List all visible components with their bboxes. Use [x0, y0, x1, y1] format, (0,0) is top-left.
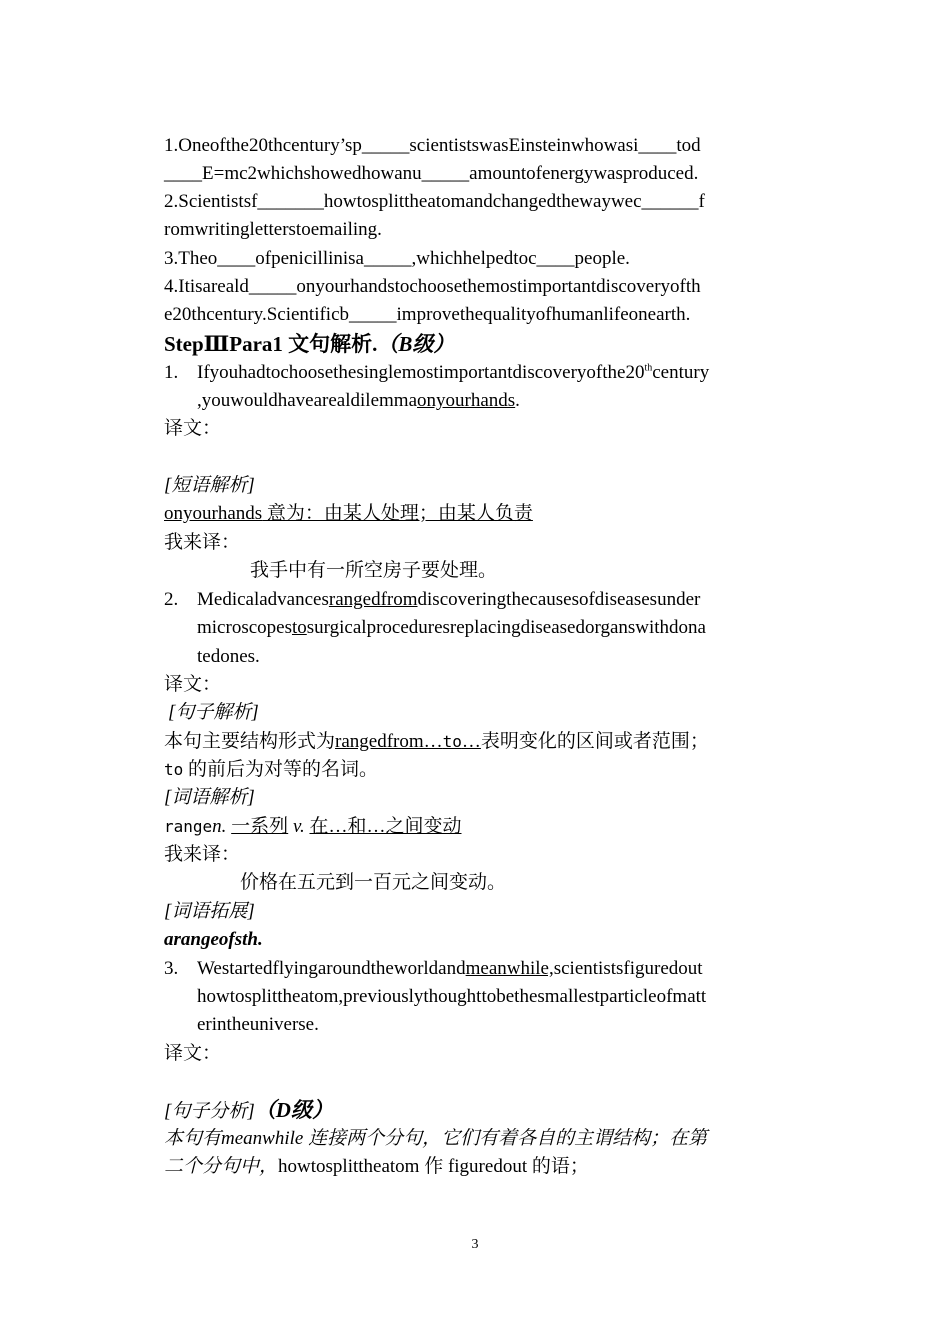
item-3-text-b: scientistsfiguredout — [553, 958, 703, 979]
item-2-analysis-structure-c: … — [461, 731, 481, 752]
item-2-text-c: microscopes — [197, 617, 292, 638]
item-3-analysis-line-1: 本句有meanwhile 连接两个分句，它们有着各自的主谓结构；在第 — [164, 1128, 708, 1149]
item-3-number: 3. — [164, 958, 179, 979]
item-3-analysis-text-b: howtosplittheatom 作 figuredout 的语； — [278, 1156, 589, 1177]
item-3-underlined: meanwhile, — [465, 958, 554, 979]
item-3-text-a: Westartedflyingaroundtheworldand — [197, 958, 466, 979]
exercise-2-line-1: 2.Scientistsf_______howtosplittheatomandchangedthewaywec______f — [164, 191, 705, 212]
item-3-analysis-level: （D级） — [254, 1098, 333, 1122]
item-2-analysis-structure-a: rangedfrom… — [335, 731, 443, 752]
item-1-phrase-en: onyourhands — [164, 503, 263, 524]
item-3-translation-label: 译文： — [164, 1043, 222, 1064]
item-3-analysis-text-a: 二个分句中， — [164, 1156, 279, 1177]
item-1-my-translation: 我手中有一所空房子要处理。 — [250, 560, 498, 581]
item-2-word-meaning-v: 在…和…之间变动 — [309, 816, 462, 837]
exercise-3-line-1: 3.Theo____ofpenicillinisa_____,whichhelpedtoc____people. — [164, 248, 630, 269]
heading-main: StepⅢPara1 文句解析. — [164, 332, 378, 356]
item-1-phrase-label: [短语解析] — [164, 475, 255, 496]
item-2-text-d: surgicalproceduresreplacingdiseasedorganswithdona — [306, 617, 706, 638]
item-2-expand-label: [词语拓展] — [164, 901, 255, 922]
section-heading — [164, 330, 804, 358]
item-3-analysis-label: [句子分析] — [164, 1101, 255, 1122]
item-3-line-2: howtosplittheatom,previouslythoughttobethesmallestparticleofmatt — [197, 986, 707, 1007]
item-2-my-translation: 价格在五元到一百元之间变动。 — [240, 872, 507, 893]
item-2-analysis-text-c: 的前后为对等的名词。 — [183, 759, 379, 780]
item-2-analysis-line-1 — [164, 728, 804, 756]
item-1-text-a: Ifyouhadtochoosethesinglemostimportantdiscoveryofthe20 — [197, 362, 645, 383]
item-1-phrase-explanation — [164, 500, 804, 528]
item-2-analysis-structure-b: to — [442, 732, 462, 751]
item-1-line-2 — [197, 387, 837, 415]
item-1-phrase-cn: 意为：由某人处理；由某人负责 — [262, 503, 533, 524]
item-1-line-1 — [197, 359, 837, 387]
item-2-analysis-line-2 — [164, 756, 804, 784]
heading-level: （B级） — [377, 332, 455, 356]
item-2-analysis-text-a: 本句主要结构形式为 — [164, 731, 336, 752]
item-2-line-1 — [197, 586, 837, 614]
item-2-word-pos-n: n. — [212, 816, 227, 837]
item-2-word-meaning-n: 一系列 — [231, 816, 289, 837]
exercise-1-line-1: 1.Oneofthe20thcentury’sp_____scientistswasEinsteinwhowasi____tod — [164, 135, 701, 156]
item-2-underlined-b: to — [291, 617, 307, 638]
item-3-line-1 — [197, 955, 837, 983]
item-1-superscript: th — [644, 362, 653, 374]
item-1-text-c: ,youwouldhavearealdilemma — [197, 390, 418, 411]
exercise-1-line-2: ____E=mc2whichshowedhowanu_____amountofenergywasproduced. — [164, 163, 699, 184]
item-2-word-pos-v: v. — [292, 816, 305, 837]
item-1-text-d: . — [515, 390, 520, 411]
item-3-line-3: erintheuniverse. — [197, 1014, 319, 1035]
item-2-expand: arangeofsth. — [164, 929, 263, 950]
exercise-4-line-1: 4.Itisareald_____onyourhandstochoosethemostimportantdiscoveryofth — [164, 276, 701, 297]
exercise-2-line-2: romwritingletterstoemailing. — [164, 219, 382, 240]
item-2-line-2 — [197, 614, 837, 642]
item-2-analysis-text-b: 表明变化的区间或者范围； — [480, 731, 709, 752]
item-1-text-b: century — [652, 362, 710, 383]
item-2-word: range — [164, 817, 213, 836]
item-2-analysis-to: to — [164, 760, 184, 779]
exercise-4-line-2: e20thcentury.Scientificb_____improvethequalityofhumanlifeonearth. — [164, 304, 691, 325]
item-2-my-translation-label: 我来译： — [164, 844, 241, 865]
item-1-number: 1. — [164, 362, 179, 383]
item-3-analysis-line-2 — [164, 1153, 804, 1181]
item-2-number: 2. — [164, 589, 179, 610]
item-2-translation-label: 译文： — [164, 674, 222, 695]
item-2-underlined-a: rangedfrom — [328, 589, 418, 610]
item-2-text-a: Medicaladvances — [197, 589, 329, 610]
item-2-text-b: discoveringthecausesofdiseasesunder — [417, 589, 701, 610]
item-2-sentence-label: [句子解析] — [168, 702, 259, 723]
item-3-analysis-heading — [164, 1096, 804, 1126]
item-1-my-translation-label: 我来译： — [164, 532, 241, 553]
item-1-translation-label: 译文： — [164, 418, 222, 439]
item-2-line-3: tedones. — [197, 646, 260, 667]
item-2-word-explanation — [164, 813, 804, 841]
item-1-underlined-phrase: onyourhands — [417, 390, 516, 411]
page-number: 3 — [471, 1237, 479, 1252]
item-2-word-label: [词语解析] — [164, 787, 255, 808]
